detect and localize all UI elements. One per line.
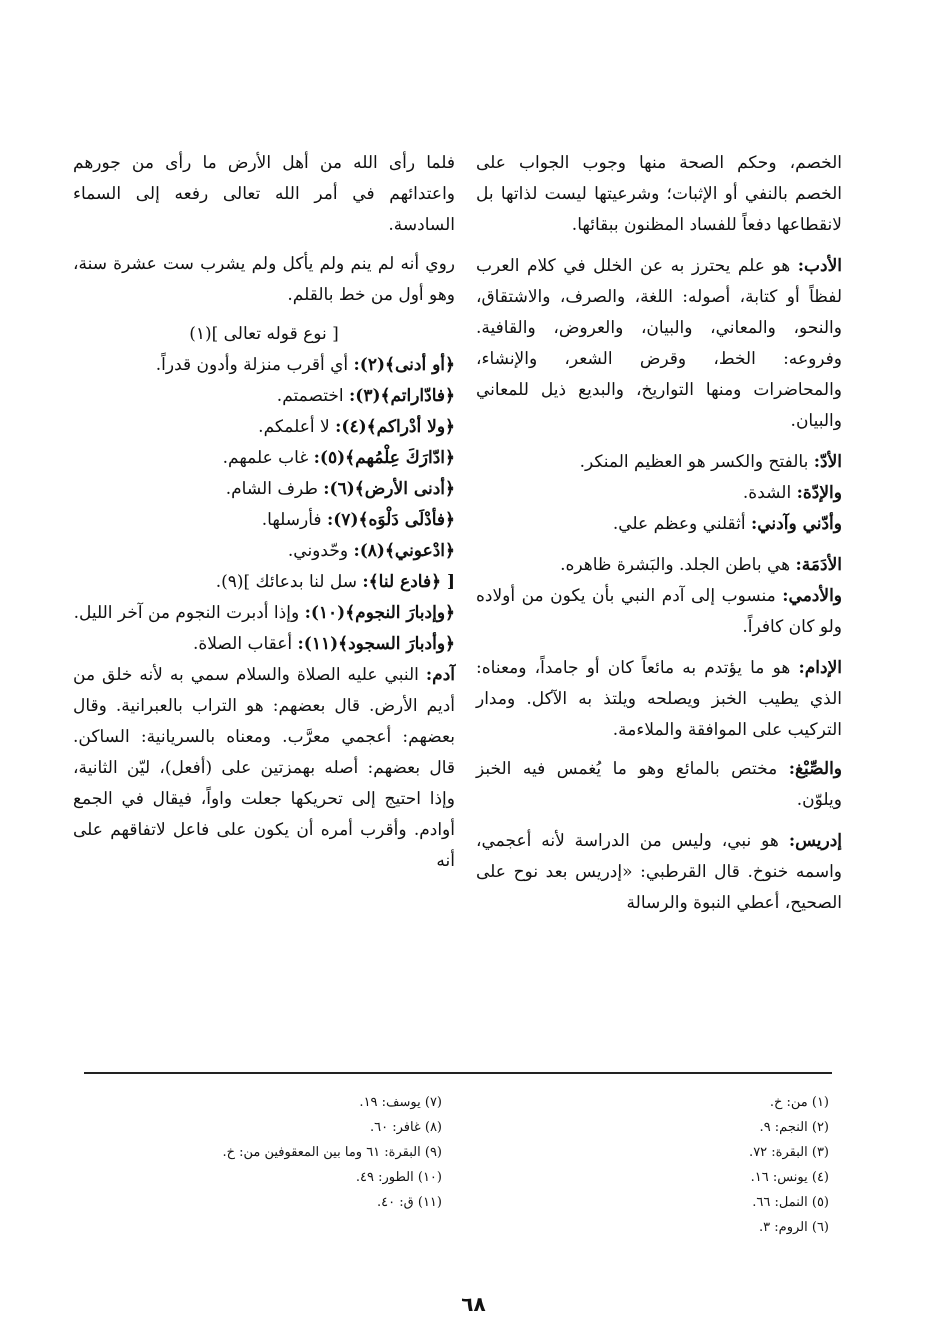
verse-gloss: وإذا أدبرت النجوم من آخر الليل.	[73, 603, 305, 623]
section-heading: [ نوع قوله تعالى ](١)	[189, 324, 339, 344]
verse-term: [ ﴿فادع لنا﴾:	[362, 572, 455, 592]
verse-entry	[73, 350, 455, 381]
entry-text: بالفتح والكسر هو العظيم المنكر.	[579, 452, 814, 472]
verse-gloss: لا أعلمكم.	[258, 417, 336, 437]
verse-term: ﴿أدنى الأرض﴾(٦):	[323, 479, 455, 499]
verse-term: ﴿أو أدنى﴾(٢):	[353, 355, 455, 375]
entry-sibgh	[476, 754, 842, 816]
verse-gloss: وحّدوني.	[287, 541, 354, 561]
verse-term: ﴿فادّاراتم﴾(٣):	[348, 386, 455, 406]
entry-idda	[476, 478, 842, 509]
entry-text: الشدة.	[742, 483, 797, 503]
entry-idris	[476, 826, 842, 919]
verse-gloss: طرف الشام.	[225, 479, 324, 499]
verse-entry	[73, 443, 455, 474]
footnote: (٤) يونس: ١٦.	[750, 1170, 829, 1185]
footnote: (٨) غافر: ٦٠.	[369, 1120, 442, 1135]
verse-term: ﴿وأدبارَ السجود﴾(١١):	[297, 634, 455, 654]
verse-entry	[73, 567, 455, 598]
footnote: (٣) البقرة: ٧٢.	[749, 1145, 829, 1160]
entry-adami	[476, 581, 842, 643]
left-column	[73, 148, 455, 885]
verse-gloss: أي أقرب منزلة وأدون قدراً.	[155, 355, 354, 375]
entry-term: والإدّة:	[796, 483, 842, 503]
entry-adam	[73, 660, 455, 877]
footnotes-right	[529, 1090, 829, 1240]
entry-text: هو نبي، وليس من الدراسة لأنه أعجمي، واسمه خنوخ. قال القرطبي: «إدريس بعد نوح على الصحيح، أعطي النبوة والرسالة	[476, 831, 842, 913]
verse-entry	[73, 629, 455, 660]
verse-gloss: أعقاب الصلاة.	[192, 634, 298, 654]
entry-term: الإدام:	[798, 658, 842, 678]
entry-text: مختص بالمائع وهو ما يُغمس فيه الخبز ويلوّن.	[476, 759, 842, 810]
verse-term: ﴿ادّارَكَ عِلْمُهم﴾(٥):	[313, 448, 455, 468]
footnote: (٥) النمل: ٦٦.	[752, 1195, 829, 1210]
footnote-divider	[84, 1072, 832, 1074]
entry-text: النبي عليه الصلاة والسلام سمي به لأنه خلق من أديم الأرض. قال بعضهم: هو التراب بالعبرانية. وقال بعضهم: أعجمي معرَّب. ومعناه بالسريانية: الساكن. قال بعضهم: أصله بهمزتين على (أفعل)، ليّن الثانية، وإذا احتيج إلى تحريكها جعلت واواً، فيقال في الجمع أوادم. وأقرب أمره أن يكون على فاعل لاتفاقهم على أنه	[73, 665, 455, 871]
verse-gloss: اختصمتم.	[276, 386, 349, 406]
verse-entry	[73, 412, 455, 443]
entry-text: هو ما يؤتدم به مائعاً كان أو جامداً، ومعناه: الذي يطيب الخبز ويصلحه ويلتذ به الآكل. ومدار التركيب على الموافقة والملاءمة.	[476, 658, 842, 740]
right-column	[476, 148, 842, 927]
verse-gloss: غاب علمهم.	[222, 448, 314, 468]
entry-text: أثقلني وعظم علي.	[612, 514, 751, 534]
entry-adab	[476, 251, 842, 437]
verse-term: ﴿ولا أدْراكم﴾(٤):	[335, 417, 455, 437]
verse-gloss: سل لنا بدعائك ](٩).	[215, 572, 363, 592]
paragraph: فلما رأى الله من أهل الأرض ما رأى من جورهم واعتدائهم في أمر الله تعالى رفعه إلى السماء السادسة.	[73, 153, 455, 235]
entry-term: الأدب:	[797, 256, 842, 276]
entry-text: منسوب إلى آدم النبي بأن يكون من أولاده ولو كان كافراً.	[476, 586, 842, 637]
verse-term: ﴿ادْعوني﴾(٨):	[353, 541, 455, 561]
verse-term: ﴿وإدبارَ النجوم﴾(١٠):	[304, 603, 455, 623]
footnote: (١) من: خ.	[769, 1095, 829, 1110]
entry-text: هو علم يحترز به عن الخلل في كلام العرب لفظاً أو كتابة، أصوله: اللغة، والصرف، والاشتقاق، والنحو، والمعاني، والبيان، والعروض، والقافية. وفروعه: الخط، وقرض الشعر، والإنشاء، والمحاضرات ومنها التواريخ، والبديع ذيل للمعاني والبيان.	[476, 256, 842, 431]
entry-term: الأدّ:	[813, 452, 842, 472]
footnote: (٧) يوسف: ١٩.	[359, 1095, 442, 1110]
footnote: (٢) النجم: ٩.	[759, 1120, 829, 1135]
verse-entry	[73, 536, 455, 567]
verse-entry	[73, 505, 455, 536]
entry-idam	[476, 653, 842, 746]
page-number: ٦٨	[461, 1292, 486, 1316]
entry-adama	[476, 550, 842, 581]
entry-term: آدم:	[425, 665, 455, 685]
entry-term: والأدمي:	[782, 586, 842, 606]
verse-entry	[73, 474, 455, 505]
verse-entry	[73, 598, 455, 629]
footnote: (٦) الروم: ٣.	[759, 1220, 829, 1235]
entry-addani	[476, 509, 842, 540]
verse-gloss: فأرسلها.	[261, 510, 327, 530]
entry-text: هي باطن الجلد. والبَشرة ظاهره.	[560, 555, 796, 575]
entry-term: وأدّني وآدني:	[750, 514, 842, 534]
paragraph: الخصم، وحكم الصحة منها وجوب الجواب على الخصم بالنفي أو الإثبات؛ وشرعيتها ليست لذاتها بل لانقطاعها دفعاً للفساد المظنون ببقائها.	[476, 153, 842, 235]
footnote: (١٠) الطور: ٤٩.	[355, 1170, 442, 1185]
verse-entry	[73, 381, 455, 412]
footnote: (٩) البقرة: ٦١ وما بين المعقوفين من: خ.	[222, 1145, 442, 1160]
entry-add	[476, 447, 842, 478]
entry-term: والصِّبْغ:	[788, 759, 842, 779]
paragraph: روي أنه لم ينم ولم يأكل ولم يشرب ست عشرة سنة، وهو أول من خط بالقلم.	[73, 254, 455, 305]
verse-term: ﴿فأدْلَى دَلْوَه﴾(٧):	[326, 510, 455, 530]
footnote: (١١) ق: ٤٠.	[377, 1195, 442, 1210]
entry-term: الأدَمَة:	[795, 555, 842, 575]
entry-term: إدريس:	[788, 831, 842, 851]
footnotes-left	[112, 1090, 442, 1215]
